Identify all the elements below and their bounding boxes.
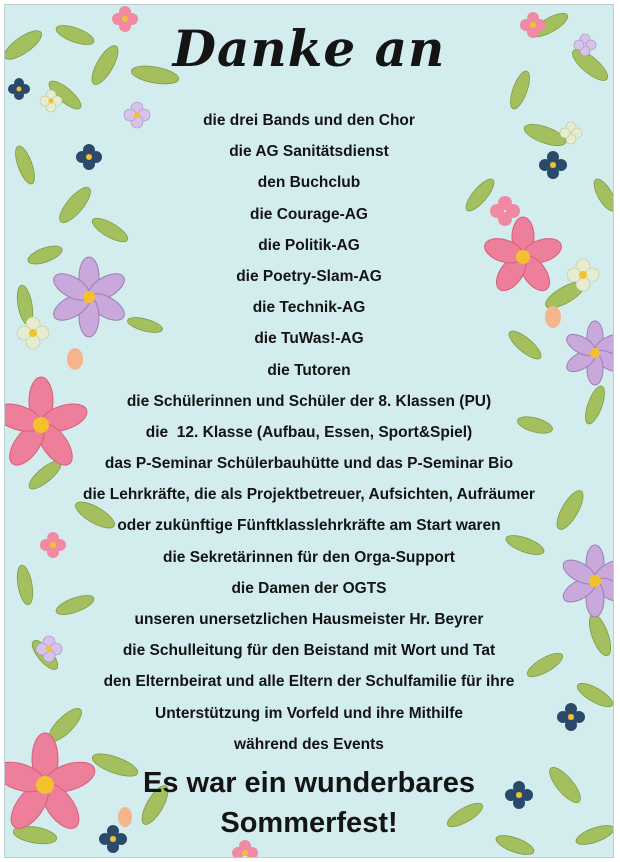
thanks-item: die Schülerinnen und Schüler der 8. Klassen (PU) [126,392,492,410]
thanks-item: unseren unersetzlichen Hausmeister Hr. Beyrer [134,611,484,628]
thanks-item: Unterstützung im Vorfeld und ihre Mithilfe [155,704,463,722]
thanks-item: die Technik-AG [252,299,366,317]
thanks-item: den Elternbeirat und alle Eltern der Schulfamilie für ihre [103,673,515,691]
thanks-item: die Sekretärinnen für den Orga-Support [163,548,455,566]
thanks-item: die AG Sanitätsdienst [229,143,389,161]
thanks-item: die Tutoren [267,361,351,379]
thanks-item: die 12. Klasse (Aufbau, Essen, Sport&Spiel) [145,423,473,441]
thanks-item: die Politik-AG [258,236,360,254]
thanks-item: die Poetry-Slam-AG [236,267,382,285]
closing-message [5,763,613,843]
thanks-item: das P-Seminar Schülerbauhütte und das P-Seminar Bio [104,455,514,473]
thanks-item: die drei Bands und den Chor [203,112,415,129]
closing-line-1: Es war ein wunderbares [142,767,475,799]
closing-line-2: Sommerfest! [220,807,398,839]
thanks-list [5,105,613,760]
poster [4,4,614,858]
poster-title: Danke an [172,19,446,78]
thanks-item: den Buchclub [257,174,361,192]
thanks-item: die TuWas!-AG [254,330,364,348]
thanks-item: die Lehrkräfte, die als Projektbetreuer, Aufsichten, Aufräumer [83,486,535,504]
thanks-item: die Courage-AG [250,205,368,223]
thanks-item: die Damen der OGTS [231,579,387,597]
thanks-item: oder zukünftige Fünftklasslehrkräfte am Start waren [117,517,501,535]
thanks-item: während des Events [234,735,384,753]
thanks-item: die Schulleitung für den Beistand mit Wort und Tat [122,642,496,660]
